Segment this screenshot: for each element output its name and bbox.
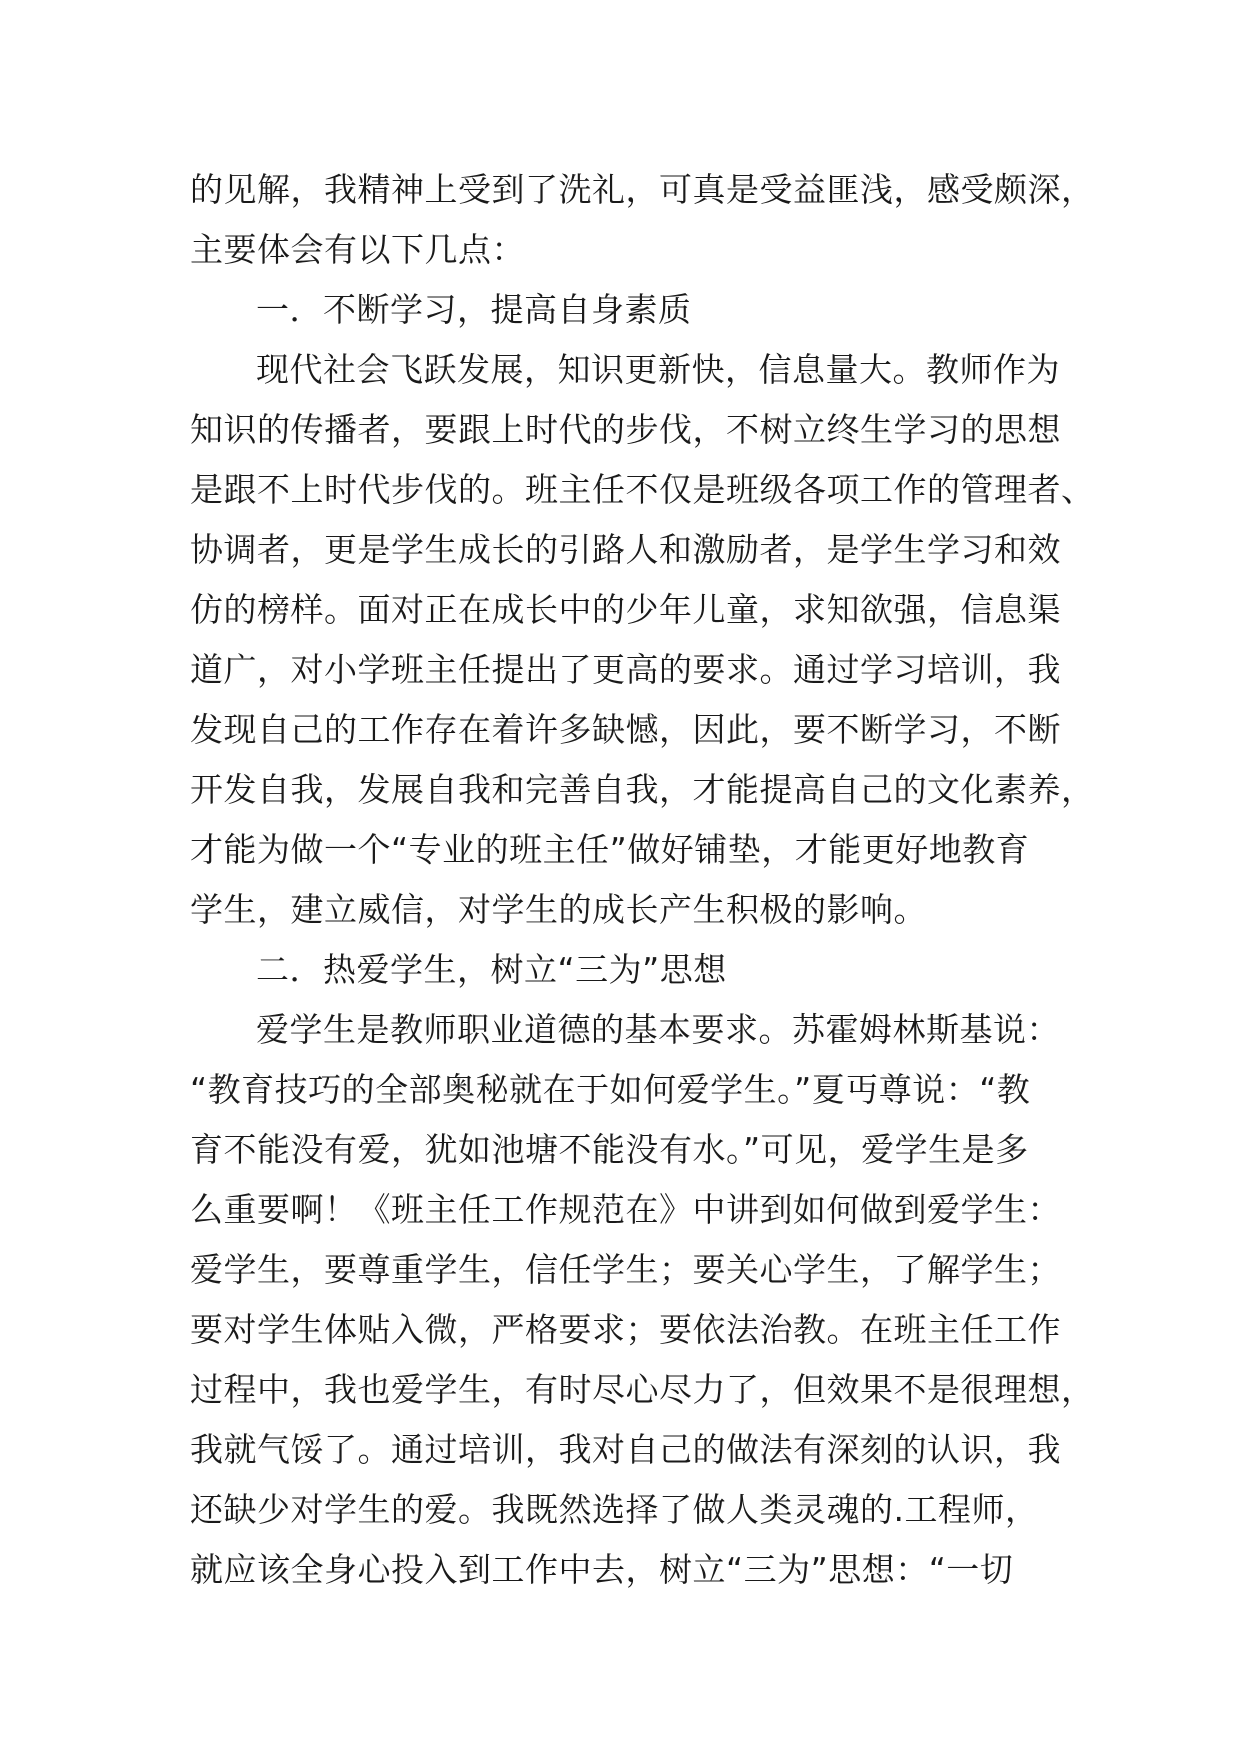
body-text [190, 160, 1095, 1600]
text-line: 主要体会有以下几点： [190, 230, 525, 269]
text-line: 知识的传播者，要跟上时代的步伐，不树立终生学习的思想 [190, 410, 1061, 449]
text-line: 育不能没有爱，犹如池塘不能没有水。”可见，爱学生是多 [190, 1130, 1029, 1169]
text-line: 我就气馁了。通过培训，我对自己的做法有深刻的认识，我 [190, 1430, 1061, 1469]
text-line: 过程中，我也爱学生，有时尽心尽力了，但效果不是很理想， [190, 1370, 1095, 1409]
text-line: 还缺少对学生的爱。我既然选择了做人类灵魂的.工程师， [190, 1490, 1039, 1529]
paragraph-start: 爱学生是教师职业道德的基本要求。苏霍姆林斯基说： [256, 1010, 1060, 1049]
paragraph-start: 现代社会飞跃发展，知识更新快，信息量大。教师作为 [256, 350, 1060, 389]
text-line: 要对学生体贴入微，严格要求；要依法治教。在班主任工作 [190, 1310, 1061, 1349]
text-line: 协调者，更是学生成长的引路人和激励者，是学生学习和效 [190, 530, 1061, 569]
text-line: 么重要啊！《班主任工作规范在》中讲到如何做到爱学生： [190, 1190, 1061, 1229]
text-line: 发现自己的工作存在着许多缺憾，因此，要不断学习，不断 [190, 710, 1061, 749]
text-line: 就应该全身心投入到工作中去，树立“三为”思想：“一切 [190, 1550, 1014, 1589]
text-line: 仿的榜样。面对正在成长中的少年儿童，求知欲强，信息渠 [190, 590, 1061, 629]
text-line: 学生，建立威信，对学生的成长产生积极的影响。 [190, 890, 927, 929]
text-line: 是跟不上时代步伐的。班主任不仅是班级各项工作的管理者、 [190, 470, 1095, 509]
section-heading-2: 二．热爱学生，树立“三为”思想 [256, 950, 727, 989]
text-line: 开发自我，发展自我和完善自我，才能提高自己的文化素养， [190, 770, 1095, 809]
text-line: 的见解，我精神上受到了洗礼，可真是受益匪浅，感受颇深， [190, 170, 1095, 209]
section-heading-1: 一．不断学习，提高自身素质 [256, 290, 692, 329]
text-line: 爱学生，要尊重学生，信任学生；要关心学生，了解学生； [190, 1250, 1061, 1289]
text-line: “教育技巧的全部奥秘就在于如何爱学生。”夏丏尊说：“教 [190, 1070, 1031, 1109]
text-line: 才能为做一个“专业的班主任”做好铺垫，才能更好地教育 [190, 830, 1030, 869]
text-line: 道广，对小学班主任提出了更高的要求。通过学习培训，我 [190, 650, 1061, 689]
